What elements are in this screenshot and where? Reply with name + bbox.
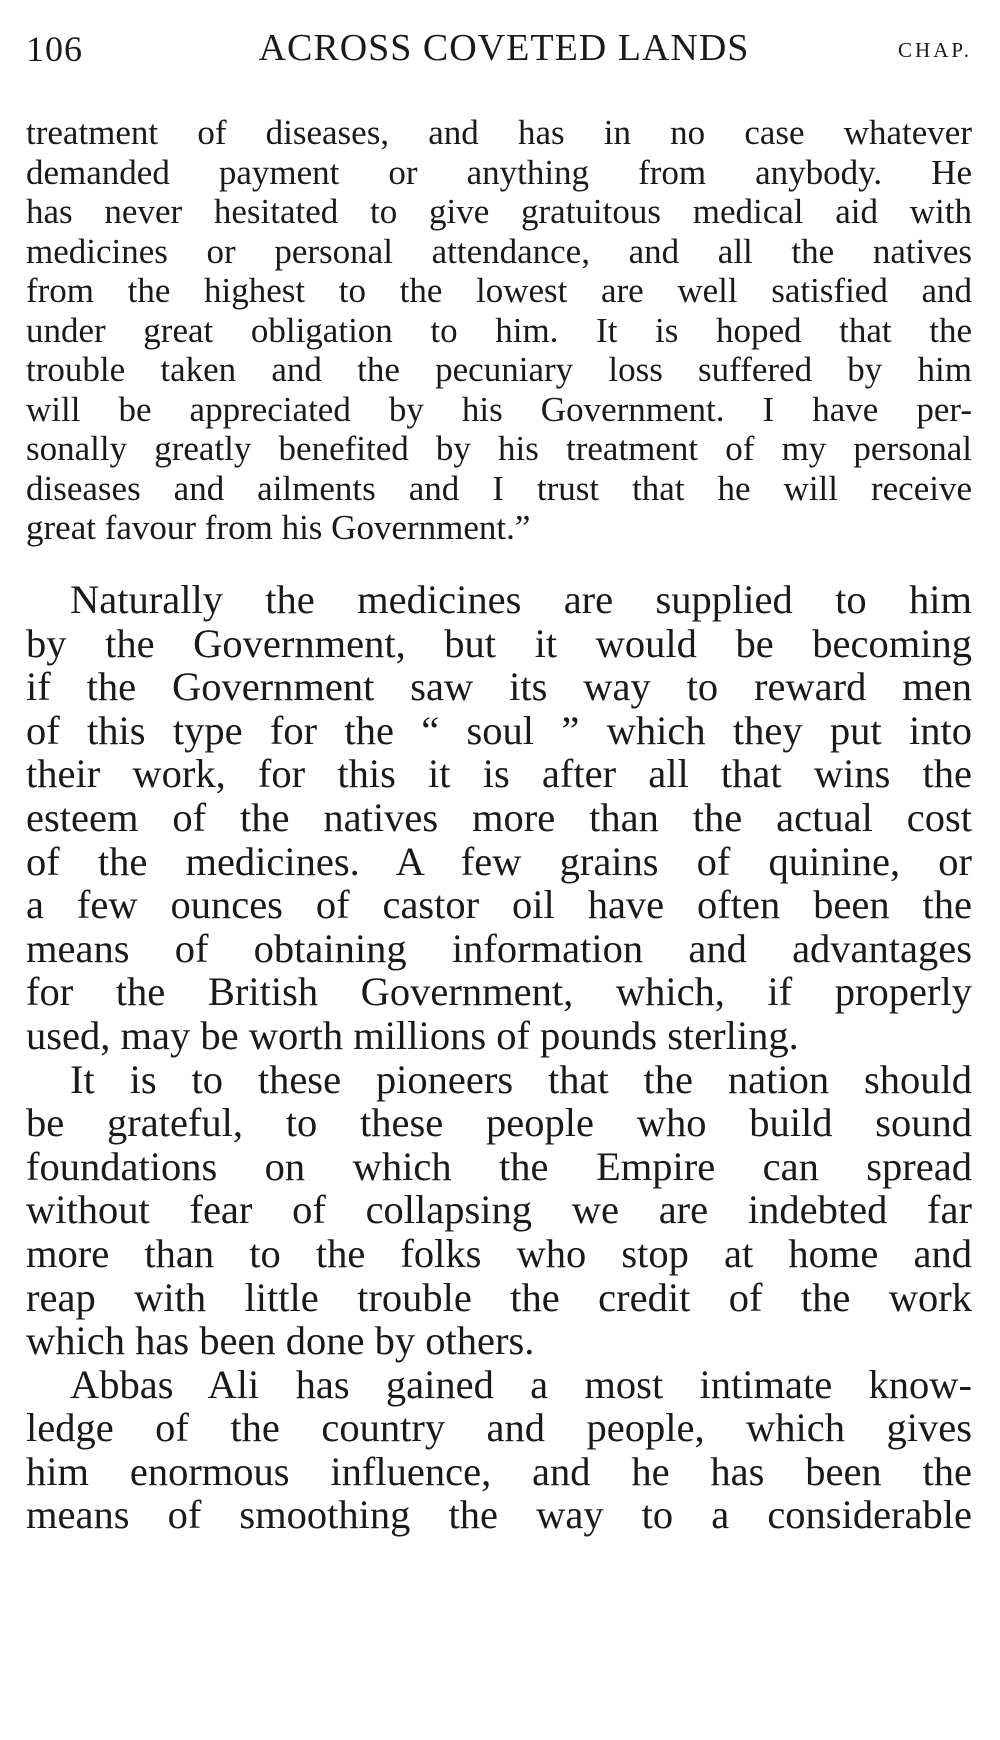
paragraph-line: by the Government, but it would be becoming xyxy=(26,620,972,666)
paragraph-line: reap with little trouble the credit of the work xyxy=(26,1274,972,1320)
chapter-mark: CHAP. xyxy=(898,38,972,62)
body-text xyxy=(26,578,972,1537)
quote-line: treatment of diseases, and has in no case whatever xyxy=(26,113,972,152)
paragraph-line: if the Government saw its way to reward men xyxy=(26,664,972,710)
quote-line: sonally greatly benefited by his treatment of my personal xyxy=(26,429,972,468)
quote-line: great favour from his Government.” xyxy=(26,508,531,547)
paragraph-line: esteem of the natives more than the actual cost xyxy=(26,794,972,840)
paragraph-line: which has been done by others. xyxy=(26,1318,535,1364)
paragraph-line: without fear of collapsing we are indebted far xyxy=(26,1187,972,1233)
quote-line: diseases and ailments and I trust that he will receive xyxy=(26,468,972,508)
paragraph-line: him enormous influence, and he has been the xyxy=(26,1448,972,1494)
paragraph-line: means of smoothing the way to a considerable xyxy=(26,1492,972,1538)
page-number: 106 xyxy=(26,29,83,69)
paragraph-line: ledge of the country and people, which gives xyxy=(26,1405,972,1451)
running-title: ACROSS COVETED LANDS xyxy=(258,27,750,69)
paragraph-line: foundations on which the Empire can spread xyxy=(26,1143,972,1189)
quoted-letter-block xyxy=(26,113,972,548)
paragraph-line: a few ounces of castor oil have often been the xyxy=(26,882,972,928)
quote-line: has never hesitated to give gratuitous medical aid with xyxy=(26,192,972,231)
paragraph-line: of the medicines. A few grains of quinine, or xyxy=(26,838,972,884)
paragraph-line: be grateful, to these people who build sound xyxy=(26,1100,972,1146)
paragraph-line: It is to these pioneers that the nation should xyxy=(70,1056,972,1102)
paragraph-line: used, may be worth millions of pounds sterling. xyxy=(26,1012,799,1058)
paragraph-line: their work, for this it is after all that wins the xyxy=(26,751,972,797)
paragraph-line: more than to the folks who stop at home and xyxy=(26,1230,972,1276)
paragraph-line: means of obtaining information and advantages xyxy=(26,925,972,971)
quote-line: medicines or personal attendance, and all the natives xyxy=(26,231,972,271)
paragraph-line: Abbas Ali has gained a most intimate know- xyxy=(70,1361,972,1407)
paragraph-line: of this type for the “ soul ” which they put into xyxy=(26,707,972,753)
quote-line: from the highest to the lowest are well satisfied and xyxy=(26,271,972,310)
quote-line: demanded payment or anything from anybody. He xyxy=(26,152,972,192)
paragraph-line: for the British Government, which, if properly xyxy=(26,969,972,1015)
quote-line: trouble taken and the pecuniary loss suffered by him xyxy=(26,350,972,389)
quote-line: will be appreciated by his Government. I have per- xyxy=(26,389,972,429)
quote-line: under great obligation to him. It is hoped that the xyxy=(26,310,972,350)
paragraph-line: Naturally the medicines are supplied to him xyxy=(70,577,972,622)
page-header xyxy=(26,22,972,74)
